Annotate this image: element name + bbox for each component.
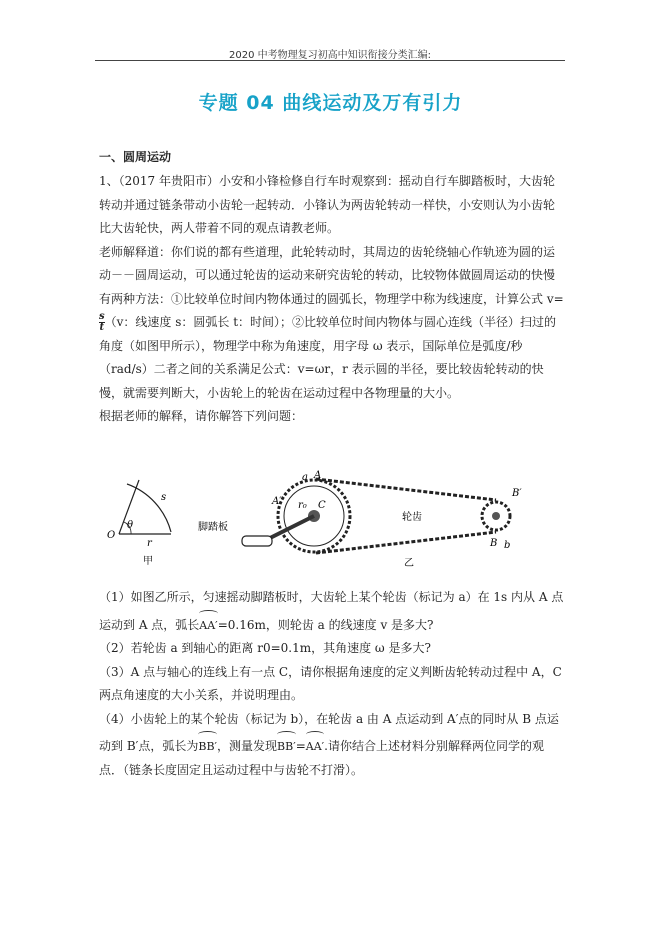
question-3: （3）A 点与轴心的连线上有一点 C，请你根据角速度的定义判断齿轮转动过程中 A，C 两点角速度的大小关系，并说明理由。 (99, 664, 562, 702)
label-r0: r₀ (298, 500, 307, 511)
header-rule (95, 60, 565, 61)
running-header: 2020 中考物理复习初高中知识衔接分类汇编: (229, 50, 431, 61)
arc-bb: BB′ (198, 731, 217, 759)
label-theta: θ (127, 520, 134, 531)
label-C: C (318, 500, 326, 511)
question-2: （2）若轮齿 a 到轴心的距离 r0=0.1m，其角速度 ω 是多大? (99, 641, 431, 655)
label-B-prime: B′ (512, 488, 522, 499)
label-A-prime: A′ (272, 496, 282, 507)
label-r: r (147, 538, 152, 549)
figure-yi (198, 470, 554, 570)
formula-denominator: t (99, 322, 105, 333)
label-chain: 轮齿 (402, 512, 422, 523)
question-4: （4）小齿轮上的某个轮齿（标记为 b），在轮齿 a 由 A 点运动到 A′点的同时从 B 点运动到 B′点，弧长为BB′，测量发现BB′=AA′.请你结合上述材料分别解释两位同学的观点．（链条长度固定且运动过程中与齿轮不打滑）。 (99, 711, 559, 777)
label-o: O (107, 530, 116, 541)
explanation-part-a: 老师解释道：你们说的都有些道理，此轮转动时，其周边的齿轮绕轴心作轨迹为圆的运动－－圆周运动，可以通过轮齿的运动来研究齿轮的转动，比较物体做圆周运动的快慢有两种方法：①比较单位时间内物体通过的圆弧长，物理学中称为线速度，计算公式 v= (99, 244, 564, 306)
figure-jia (99, 470, 219, 570)
label-jia: 甲 (143, 556, 153, 567)
small-sprocket-hub (492, 512, 500, 520)
pedal (242, 536, 272, 546)
label-B: B (490, 538, 498, 549)
question-body-top (99, 170, 564, 429)
page-title: 专题 04 曲线运动及万有引力 (198, 92, 463, 114)
label-s: s (161, 492, 167, 503)
label-yi: 乙 (404, 558, 414, 569)
arc-aa-2: AA′ (306, 731, 324, 759)
teacher-explanation (99, 241, 564, 406)
instruction-line: 根据老师的解释，请你解答下列问题： (99, 409, 304, 423)
arc-bb-2: BB′ (277, 731, 296, 759)
formula-numerator: s (99, 311, 105, 322)
label-pedal: 脚踏板 (198, 522, 228, 533)
label-a: a (302, 472, 308, 483)
question-1: （1）如图乙所示，匀速摇动脚踏板时，大齿轮上某个轮齿（标记为 a）在 1s 内从 A 点运动到 A 点，弧长AA′=0.16m，则轮齿 a 的线速度 v 是多大? (99, 586, 564, 637)
label-A: A (314, 470, 322, 481)
explanation-part-b: （v：线速度 s：圆弧长 t：时间）；②比较单位时间内物体与圆心连线（半径）扫过的角度（如图甲所示），物理学中称为角速度，用字母 ω 表示，国际单位是弧度/秒（rad/s）二者之间的关系满足公式：v=ωr，r 表示圆的半径，要比较齿轮转动的快慢，就需要判断大，小齿轮上的轮齿在运动过程中各物理量的大小。 (99, 315, 557, 400)
arc-aa: AA′ (199, 610, 217, 638)
chain-top (316, 479, 496, 500)
section-heading: 一、圆周运动 (99, 150, 172, 164)
question-body-bottom (99, 586, 564, 782)
label-b: b (504, 540, 511, 551)
question-intro: 1、（2017 年贵阳市）小安和小锋检修自行车时观察到：摇动自行车脚踏板时，大齿轮转动并通过链条带动小齿轮一起转动．小锋认为两齿轮转动一样快，小安则认为小齿轮比大齿轮快，两人带着不同的观点请教老师。 (99, 174, 556, 235)
figures (99, 470, 569, 570)
